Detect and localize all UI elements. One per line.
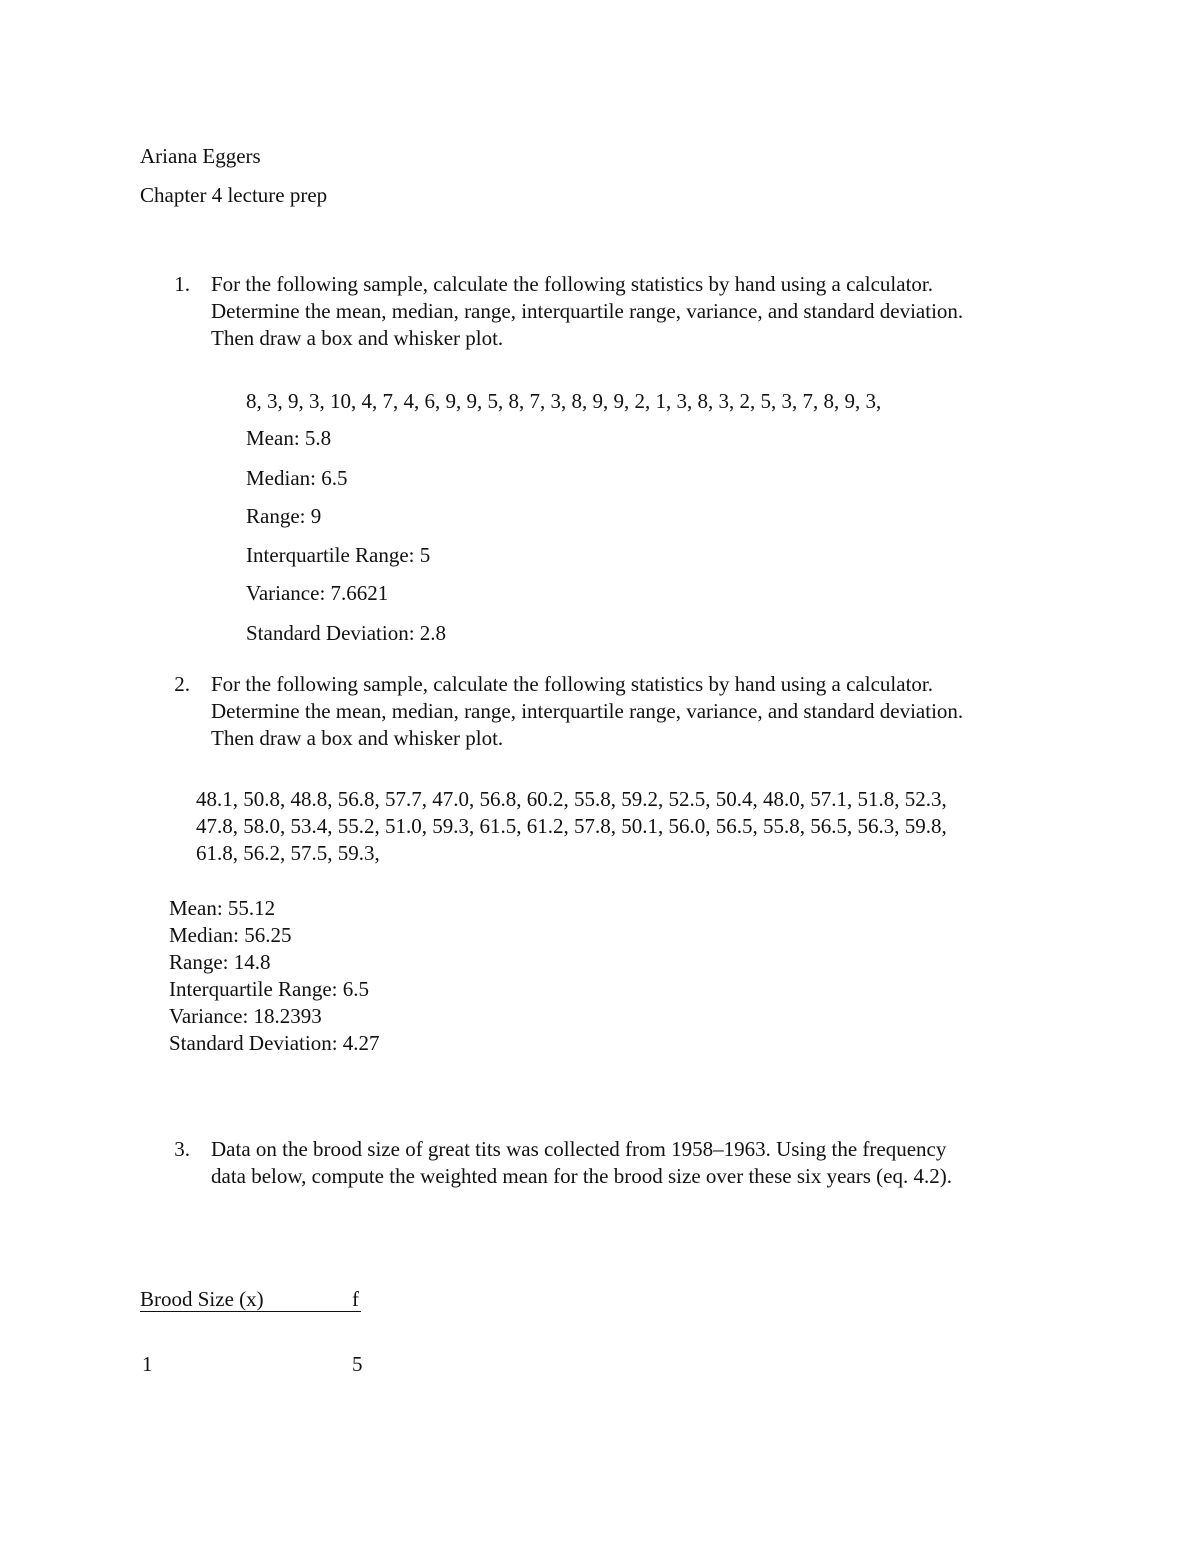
document-subtitle: Chapter 4 lecture prep bbox=[140, 183, 328, 207]
q2-range: Range: 14.8 bbox=[169, 950, 271, 974]
table-cell-brood-size: 1 bbox=[142, 1352, 153, 1376]
author-name: Ariana Eggers bbox=[140, 144, 261, 168]
q2-variance: Variance: 18.2393 bbox=[169, 1004, 322, 1028]
q2-data-line: 61.8, 56.2, 57.5, 59.3, bbox=[196, 841, 380, 865]
q3-prompt-line: Data on the brood size of great tits was collected from 1958–1963. Using the frequency bbox=[211, 1137, 947, 1161]
q1-prompt-line: Determine the mean, median, range, interquartile range, variance, and standard deviation. bbox=[211, 299, 964, 323]
q2-std-dev: Standard Deviation: 4.27 bbox=[169, 1031, 380, 1055]
table-header-frequency: f bbox=[352, 1287, 359, 1311]
q1-variance: Variance: 7.6621 bbox=[246, 581, 389, 605]
q1-mean: Mean: 5.8 bbox=[246, 426, 332, 450]
table-header-brood-size: Brood Size (x) bbox=[140, 1287, 264, 1311]
q2-iqr: Interquartile Range: 6.5 bbox=[169, 977, 370, 1001]
q2-prompt-line: Then draw a box and whisker plot. bbox=[211, 726, 504, 750]
q2-prompt-line: Determine the mean, median, range, interquartile range, variance, and standard deviation. bbox=[211, 699, 964, 723]
q3-number: 3. bbox=[174, 1137, 190, 1161]
q2-data-line: 48.1, 50.8, 48.8, 56.8, 57.7, 47.0, 56.8, 60.2, 55.8, 59.2, 52.5, 50.4, 48.0, 57.1, 51.8, 52.3, bbox=[196, 787, 947, 811]
q1-number: 1. bbox=[174, 272, 190, 296]
q2-number: 2. bbox=[174, 672, 190, 696]
q2-mean: Mean: 55.12 bbox=[169, 896, 276, 920]
table-header-underline bbox=[140, 1311, 361, 1312]
q1-median: Median: 6.5 bbox=[246, 466, 348, 490]
q1-prompt-line: Then draw a box and whisker plot. bbox=[211, 326, 504, 350]
q1-data: 8, 3, 9, 3, 10, 4, 7, 4, 6, 9, 9, 5, 8, 7, 3, 8, 9, 9, 2, 1, 3, 8, 3, 2, 5, 3, 7, 8, 9, 3, bbox=[246, 389, 882, 413]
q3-prompt-line: data below, compute the weighted mean for the brood size over these six years (eq. 4.2). bbox=[211, 1164, 952, 1188]
q1-range: Range: 9 bbox=[246, 504, 322, 528]
q1-iqr: Interquartile Range: 5 bbox=[246, 543, 431, 567]
table-cell-frequency: 5 bbox=[352, 1352, 363, 1376]
q2-median: Median: 56.25 bbox=[169, 923, 292, 947]
q1-std-dev: Standard Deviation: 2.8 bbox=[246, 621, 447, 645]
q2-prompt-line: For the following sample, calculate the following statistics by hand using a calculator. bbox=[211, 672, 933, 696]
q2-data-line: 47.8, 58.0, 53.4, 55.2, 51.0, 59.3, 61.5, 61.2, 57.8, 50.1, 56.0, 56.5, 55.8, 56.5, 56.3, 59.8, bbox=[196, 814, 947, 838]
q1-prompt-line: For the following sample, calculate the following statistics by hand using a calculator. bbox=[211, 272, 933, 296]
